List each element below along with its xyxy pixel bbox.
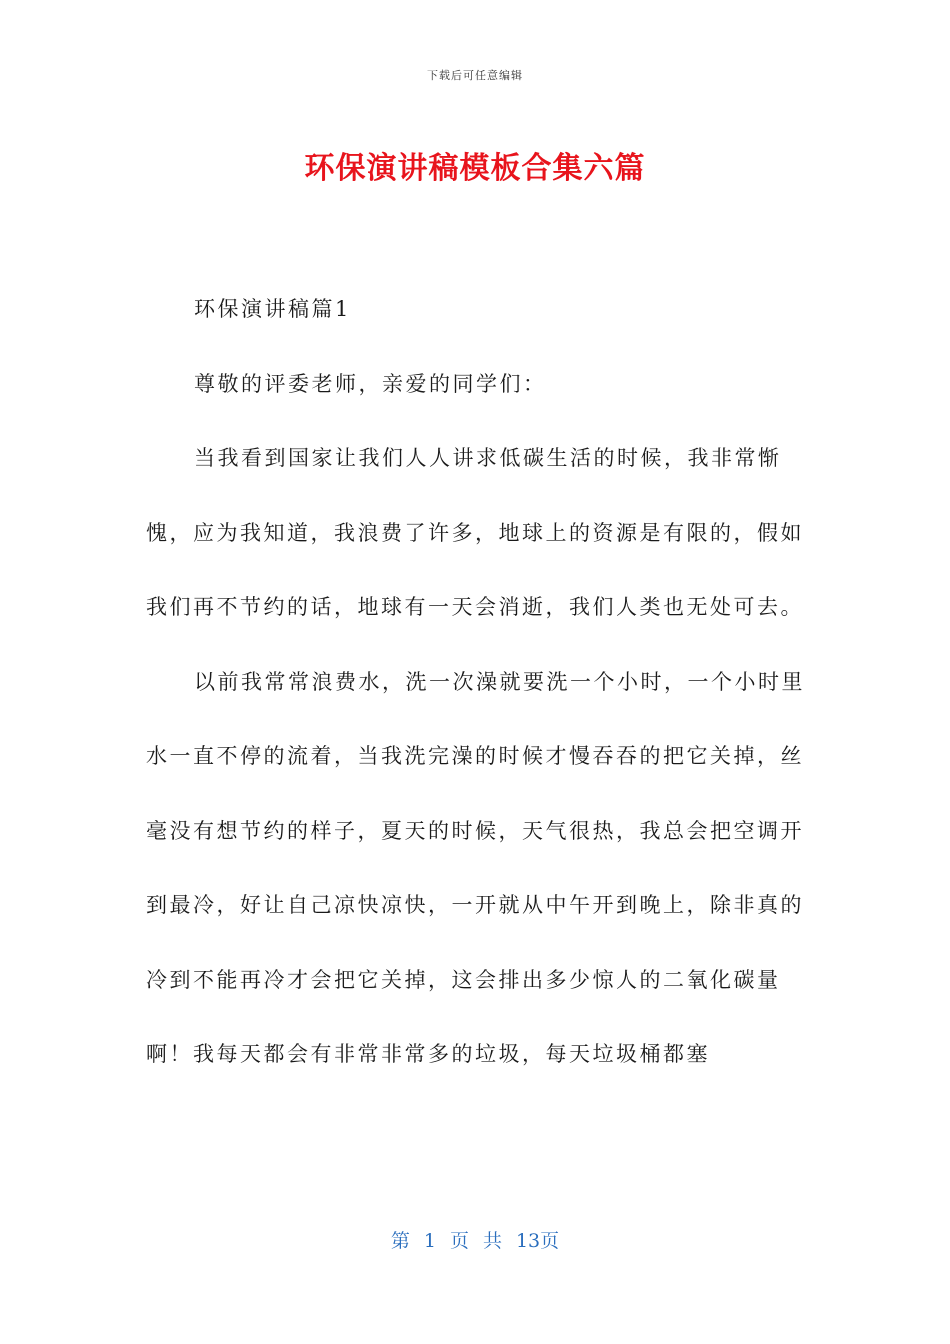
footer-total-pages: 13页 bbox=[515, 1230, 560, 1252]
page-footer bbox=[0, 1226, 950, 1253]
document-title: 环保演讲稿模板合集六篇 bbox=[304, 151, 646, 186]
footer-page-unit: 页 bbox=[449, 1230, 469, 1252]
document-body bbox=[146, 272, 806, 1092]
paragraph-1: 当我看到国家让我们人人讲求低碳生活的时候，我非常惭愧，应为我知道，我浪费了许多，地球上的资源是有限的，假如我们再不节约的话，地球有一天会消逝，我们人类也无处可去。 bbox=[146, 446, 804, 619]
header-note: 下载后可任意编辑 bbox=[427, 69, 523, 82]
footer-total-label: 共 bbox=[482, 1230, 502, 1252]
footer-current-page: 1 bbox=[423, 1230, 436, 1252]
paragraph-2: 以前我常常浪费水，洗一次澡就要洗一个小时，一个小时里水一直不停的流着，当我洗完澡的时候才慢吞吞的把它关掉，丝毫没有想节约的样子，夏天的时候，天气很热，我总会把空调开到最冷，好让自己凉快凉快，一开就从中午开到晚上，除非真的冷到不能再冷才会把它关掉，这会排出多少惊人的二氧化碳量啊！我每天都会有非常非常多的垃圾，每天垃圾桶都塞 bbox=[146, 669, 805, 1066]
footer-page-label: 第 bbox=[390, 1230, 410, 1252]
section-heading: 环保演讲稿篇1 bbox=[194, 297, 351, 321]
salutation: 尊敬的评委老师，亲爱的同学们： bbox=[194, 371, 547, 396]
